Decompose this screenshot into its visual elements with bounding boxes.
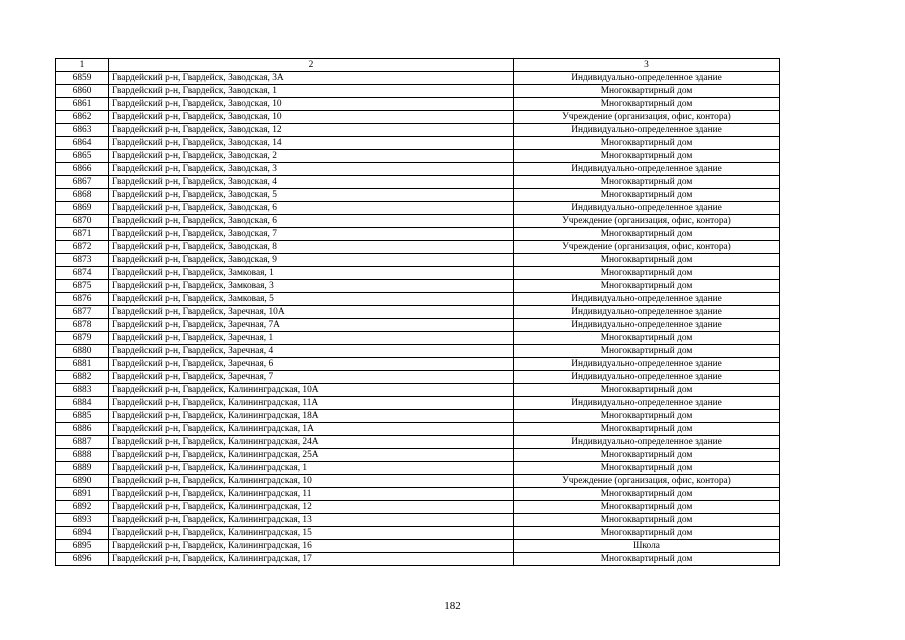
building-type-cell: Многоквартирный дом <box>514 280 780 293</box>
table-row <box>56 150 780 163</box>
address-cell: Гвардейский р-н, Гвардейск, Заводская, 5 <box>109 189 514 202</box>
building-type-cell: Индивидуально-определенное здание <box>514 371 780 384</box>
row-number-cell: 6861 <box>56 98 109 111</box>
building-type-cell: Индивидуально-определенное здание <box>514 202 780 215</box>
row-number-cell: 6876 <box>56 293 109 306</box>
row-number-cell: 6868 <box>56 189 109 202</box>
table-row <box>56 111 780 124</box>
table-row <box>56 410 780 423</box>
address-cell: Гвардейский р-н, Гвардейск, Заречная, 4 <box>109 345 514 358</box>
address-cell: Гвардейский р-н, Гвардейск, Калининградская, 1А <box>109 423 514 436</box>
page-number: 182 <box>444 600 461 612</box>
address-cell: Гвардейский р-н, Гвардейск, Заводская, 10 <box>109 111 514 124</box>
address-cell: Гвардейский р-н, Гвардейск, Заречная, 10А <box>109 306 514 319</box>
building-type-cell: Многоквартирный дом <box>514 254 780 267</box>
row-number-cell: 6866 <box>56 163 109 176</box>
table-body <box>56 59 780 566</box>
building-type-cell: Многоквартирный дом <box>514 228 780 241</box>
table-row <box>56 267 780 280</box>
address-cell: Гвардейский р-н, Гвардейск, Заводская, 3 <box>109 163 514 176</box>
address-cell: Гвардейский р-н, Гвардейск, Заводская, 10 <box>109 98 514 111</box>
row-number-cell: 6894 <box>56 527 109 540</box>
address-cell: Гвардейский р-н, Гвардейск, Калининградская, 10А <box>109 384 514 397</box>
building-type-cell: Многоквартирный дом <box>514 488 780 501</box>
address-cell: Гвардейский р-н, Гвардейск, Заводская, 14 <box>109 137 514 150</box>
address-cell: Гвардейский р-н, Гвардейск, Заводская, 6 <box>109 202 514 215</box>
row-number-cell: 6893 <box>56 514 109 527</box>
row-number-cell: 6882 <box>56 371 109 384</box>
building-type-cell: Индивидуально-определенное здание <box>514 163 780 176</box>
row-number-cell: 6869 <box>56 202 109 215</box>
building-type-cell: Учреждение (организация, офис, контора) <box>514 241 780 254</box>
row-number-cell: 6877 <box>56 306 109 319</box>
row-number-cell: 6870 <box>56 215 109 228</box>
address-cell: Гвардейский р-н, Гвардейск, Заводская, 1 <box>109 85 514 98</box>
row-number-cell: 6887 <box>56 436 109 449</box>
address-cell: Гвардейский р-н, Гвардейск, Замковая, 1 <box>109 267 514 280</box>
table-row <box>56 358 780 371</box>
table-row <box>56 449 780 462</box>
building-type-cell: Многоквартирный дом <box>514 176 780 189</box>
building-type-cell: Многоквартирный дом <box>514 501 780 514</box>
table-row <box>56 293 780 306</box>
address-table <box>55 58 780 566</box>
row-number-cell: 6891 <box>56 488 109 501</box>
table-header-row <box>56 59 780 72</box>
table-row <box>56 176 780 189</box>
row-number-cell: 6867 <box>56 176 109 189</box>
address-cell: Гвардейский р-н, Гвардейск, Заречная, 7А <box>109 319 514 332</box>
row-number-cell: 6871 <box>56 228 109 241</box>
table-row <box>56 254 780 267</box>
table-row <box>56 163 780 176</box>
table-row <box>56 514 780 527</box>
table-row <box>56 462 780 475</box>
table-row <box>56 241 780 254</box>
row-number-cell: 6880 <box>56 345 109 358</box>
row-number-cell: 6859 <box>56 72 109 85</box>
row-number-cell: 6874 <box>56 267 109 280</box>
row-number-cell: 6896 <box>56 553 109 566</box>
row-number-cell: 6884 <box>56 397 109 410</box>
table-row <box>56 501 780 514</box>
building-type-cell: Учреждение (организация, офис, контора) <box>514 111 780 124</box>
header-cell-type: 3 <box>514 59 780 72</box>
building-type-cell: Учреждение (организация, офис, контора) <box>514 475 780 488</box>
building-type-cell: Многоквартирный дом <box>514 553 780 566</box>
building-type-cell: Индивидуально-определенное здание <box>514 124 780 137</box>
address-cell: Гвардейский р-н, Гвардейск, Калининградская, 16 <box>109 540 514 553</box>
table-row <box>56 137 780 150</box>
address-cell: Гвардейский р-н, Гвардейск, Замковая, 3 <box>109 280 514 293</box>
building-type-cell: Индивидуально-определенное здание <box>514 319 780 332</box>
table-row <box>56 280 780 293</box>
row-number-cell: 6865 <box>56 150 109 163</box>
address-cell: Гвардейский р-н, Гвардейск, Заречная, 6 <box>109 358 514 371</box>
building-type-cell: Школа <box>514 540 780 553</box>
address-cell: Гвардейский р-н, Гвардейск, Калининградская, 18А <box>109 410 514 423</box>
building-type-cell: Многоквартирный дом <box>514 98 780 111</box>
row-number-cell: 6864 <box>56 137 109 150</box>
table-row <box>56 397 780 410</box>
address-cell: Гвардейский р-н, Гвардейск, Заречная, 7 <box>109 371 514 384</box>
row-number-cell: 6883 <box>56 384 109 397</box>
building-type-cell: Индивидуально-определенное здание <box>514 293 780 306</box>
building-type-cell: Индивидуально-определенное здание <box>514 306 780 319</box>
address-cell: Гвардейский р-н, Гвардейск, Заводская, 4 <box>109 176 514 189</box>
building-type-cell: Многоквартирный дом <box>514 267 780 280</box>
table-row <box>56 475 780 488</box>
address-cell: Гвардейский р-н, Гвардейск, Калининградская, 25А <box>109 449 514 462</box>
table-row <box>56 306 780 319</box>
address-cell: Гвардейский р-н, Гвардейск, Заводская, 8 <box>109 241 514 254</box>
address-cell: Гвардейский р-н, Гвардейск, Калининградская, 11 <box>109 488 514 501</box>
table-row <box>56 384 780 397</box>
address-cell: Гвардейский р-н, Гвардейск, Заводская, 12 <box>109 124 514 137</box>
building-type-cell: Многоквартирный дом <box>514 85 780 98</box>
row-number-cell: 6890 <box>56 475 109 488</box>
address-cell: Гвардейский р-н, Гвардейск, Калининградская, 13 <box>109 514 514 527</box>
row-number-cell: 6895 <box>56 540 109 553</box>
header-cell-address: 2 <box>109 59 514 72</box>
row-number-cell: 6879 <box>56 332 109 345</box>
building-type-cell: Многоквартирный дом <box>514 449 780 462</box>
row-number-cell: 6860 <box>56 85 109 98</box>
address-cell: Гвардейский р-н, Гвардейск, Калининградская, 15 <box>109 527 514 540</box>
table-row <box>56 345 780 358</box>
building-type-cell: Индивидуально-определенное здание <box>514 436 780 449</box>
table-row <box>56 202 780 215</box>
table-row <box>56 488 780 501</box>
address-cell: Гвардейский р-н, Гвардейск, Заводская, 9 <box>109 254 514 267</box>
table-row <box>56 332 780 345</box>
address-cell: Гвардейский р-н, Гвардейск, Калининградская, 1 <box>109 462 514 475</box>
address-cell: Гвардейский р-н, Гвардейск, Калининградская, 17 <box>109 553 514 566</box>
address-cell: Гвардейский р-н, Гвардейск, Замковая, 5 <box>109 293 514 306</box>
row-number-cell: 6878 <box>56 319 109 332</box>
building-type-cell: Многоквартирный дом <box>514 345 780 358</box>
building-type-cell: Многоквартирный дом <box>514 423 780 436</box>
table-row <box>56 527 780 540</box>
table-row <box>56 319 780 332</box>
table-row <box>56 436 780 449</box>
building-type-cell: Многоквартирный дом <box>514 189 780 202</box>
table-row <box>56 72 780 85</box>
building-type-cell: Многоквартирный дом <box>514 384 780 397</box>
table-row <box>56 423 780 436</box>
table-row <box>56 98 780 111</box>
building-type-cell: Многоквартирный дом <box>514 150 780 163</box>
address-cell: Гвардейский р-н, Гвардейск, Калининградская, 12 <box>109 501 514 514</box>
building-type-cell: Индивидуально-определенное здание <box>514 397 780 410</box>
header-cell-number: 1 <box>56 59 109 72</box>
row-number-cell: 6892 <box>56 501 109 514</box>
building-type-cell: Многоквартирный дом <box>514 410 780 423</box>
row-number-cell: 6889 <box>56 462 109 475</box>
table-row <box>56 189 780 202</box>
table-row <box>56 85 780 98</box>
table-row <box>56 553 780 566</box>
row-number-cell: 6881 <box>56 358 109 371</box>
row-number-cell: 6885 <box>56 410 109 423</box>
table-row <box>56 371 780 384</box>
building-type-cell: Многоквартирный дом <box>514 462 780 475</box>
row-number-cell: 6873 <box>56 254 109 267</box>
row-number-cell: 6875 <box>56 280 109 293</box>
address-cell: Гвардейский р-н, Гвардейск, Заводская, 3А <box>109 72 514 85</box>
building-type-cell: Многоквартирный дом <box>514 332 780 345</box>
row-number-cell: 6862 <box>56 111 109 124</box>
row-number-cell: 6888 <box>56 449 109 462</box>
building-type-cell: Учреждение (организация, офис, контора) <box>514 215 780 228</box>
row-number-cell: 6886 <box>56 423 109 436</box>
building-type-cell: Многоквартирный дом <box>514 527 780 540</box>
address-cell: Гвардейский р-н, Гвардейск, Калининградская, 10 <box>109 475 514 488</box>
building-type-cell: Многоквартирный дом <box>514 514 780 527</box>
building-type-cell: Многоквартирный дом <box>514 137 780 150</box>
table-row <box>56 124 780 137</box>
address-cell: Гвардейский р-н, Гвардейск, Заводская, 6 <box>109 215 514 228</box>
building-type-cell: Индивидуально-определенное здание <box>514 358 780 371</box>
address-cell: Гвардейский р-н, Гвардейск, Калининградская, 24А <box>109 436 514 449</box>
row-number-cell: 6872 <box>56 241 109 254</box>
address-cell: Гвардейский р-н, Гвардейск, Заводская, 2 <box>109 150 514 163</box>
address-cell: Гвардейский р-н, Гвардейск, Заречная, 1 <box>109 332 514 345</box>
address-cell: Гвардейский р-н, Гвардейск, Заводская, 7 <box>109 228 514 241</box>
table-row <box>56 540 780 553</box>
table-row <box>56 215 780 228</box>
address-cell: Гвардейский р-н, Гвардейск, Калининградская, 11А <box>109 397 514 410</box>
table-row <box>56 228 780 241</box>
row-number-cell: 6863 <box>56 124 109 137</box>
building-type-cell: Индивидуально-определенное здание <box>514 72 780 85</box>
